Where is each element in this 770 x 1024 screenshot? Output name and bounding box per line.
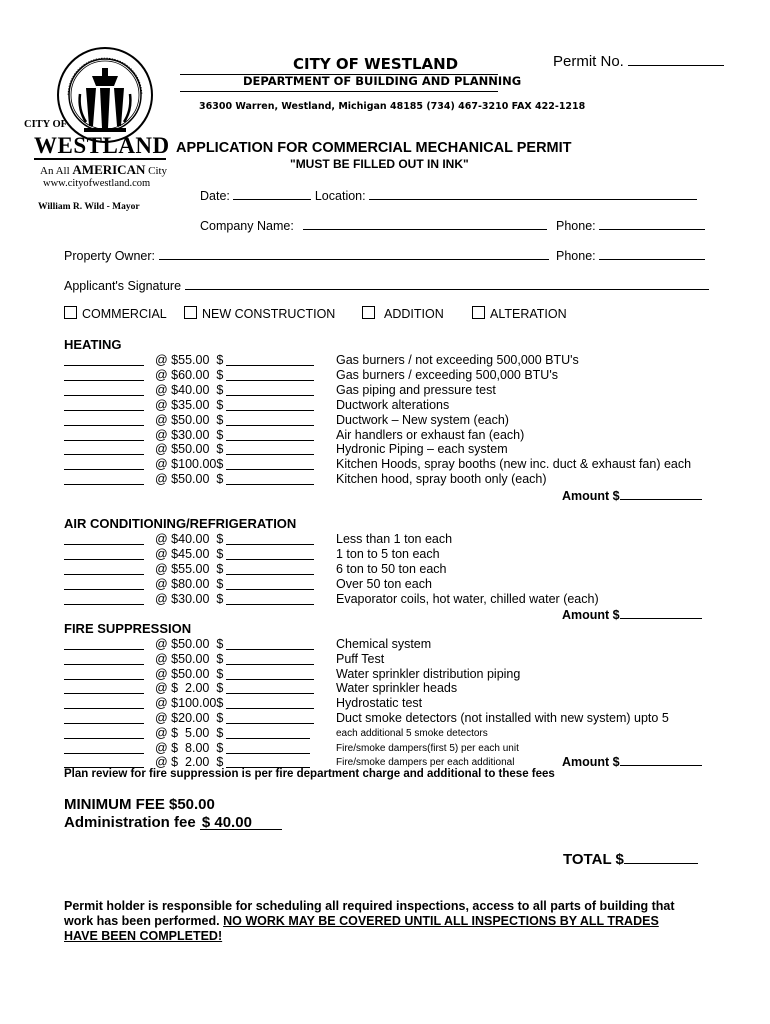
fire-row-amount-field[interactable] xyxy=(226,754,310,768)
fire-item-description: Puff Test xyxy=(336,651,385,666)
heating-row-amount-field[interactable] xyxy=(226,471,314,485)
heating-fee-rate: @ $30.00 $ xyxy=(155,427,224,442)
new-construction-checkbox[interactable] xyxy=(184,306,197,319)
owner-phone-row xyxy=(556,247,705,263)
fire-fee-rate: @ $ 2.00 $ xyxy=(155,681,224,696)
ac-fee-rate: @ $40.00 $ xyxy=(155,532,224,546)
heating-fee-rate: @ $35.00 $ xyxy=(155,397,224,412)
ac-qty-field[interactable] xyxy=(64,591,144,605)
ac-row-amount-field[interactable] xyxy=(226,531,314,545)
notice-line-1: Permit holder is responsible for scheduling all required inspections, access to all parts of building that xyxy=(64,899,675,913)
signature-row xyxy=(64,277,709,293)
form-title: APPLICATION FOR COMMERCIAL MECHANICAL PERMIT xyxy=(176,140,572,156)
signature-label: Applicant's Signature xyxy=(64,279,182,293)
ac-fee-rate: @ $45.00 $ xyxy=(155,546,224,561)
fire-item-description: each additional 5 smoke detectors xyxy=(336,727,488,739)
fire-qty-field[interactable] xyxy=(64,695,144,709)
heating-row-amount-field[interactable] xyxy=(226,352,314,366)
fire-qty-field[interactable] xyxy=(64,740,144,754)
heating-fee-rate: @ $55.00 $ xyxy=(155,353,224,367)
heating-item-description: Ductwork – New system (each) xyxy=(336,412,509,427)
fire-fee-rate: @ $50.00 $ xyxy=(155,666,224,681)
type-new-construction[interactable] xyxy=(184,306,335,321)
fire-qty-field[interactable] xyxy=(64,710,144,724)
heating-item-description: Hydronic Piping – each system xyxy=(336,442,508,457)
fire-row-amount-field[interactable] xyxy=(226,651,314,665)
permit-no xyxy=(553,53,724,70)
ac-row-amount-field[interactable] xyxy=(226,546,314,560)
ac-fee-rate: @ $80.00 $ xyxy=(155,576,224,591)
heating-item-description: Kitchen Hoods, spray booths (new inc. duct & exhaust fan) each xyxy=(336,457,692,472)
owner-field[interactable] xyxy=(159,247,549,260)
minimum-fee: MINIMUM FEE $50.00 xyxy=(64,796,215,813)
date-field[interactable] xyxy=(233,187,311,200)
heating-row-amount-field[interactable] xyxy=(226,441,314,455)
fire-qty-field[interactable] xyxy=(64,725,144,739)
heating-item-description: Ductwork alterations xyxy=(336,397,450,412)
logo-mayor: William R. Wild - Mayor xyxy=(38,202,140,212)
heating-qty-field[interactable] xyxy=(64,397,144,411)
fire-fee-rate: @ $50.00 $ xyxy=(155,651,224,666)
heating-item-description: Kitchen hood, spray booth only (each) xyxy=(336,472,547,487)
heating-item-description: Air handlers or exhaust fan (each) xyxy=(336,427,525,442)
ac-fee-rate: @ $55.00 $ xyxy=(155,561,224,576)
fire-fee-rate: @ $100.00$ xyxy=(155,696,224,711)
form-subtitle: "MUST BE FILLED OUT IN INK" xyxy=(290,157,469,171)
fire-fee-rate: @ $50.00 $ xyxy=(155,637,224,651)
fire-amount xyxy=(562,753,702,769)
notice-plain: work has been performed. xyxy=(64,914,220,928)
company-phone-label: Phone: xyxy=(556,219,596,233)
ac-qty-field[interactable] xyxy=(64,561,144,575)
owner-phone-field[interactable] xyxy=(599,247,705,260)
heating-qty-field[interactable] xyxy=(64,441,144,455)
logo-city-of: CITY OF xyxy=(24,119,68,130)
admin-fee-label: Administration fee xyxy=(64,814,196,831)
ac-row-amount-field[interactable] xyxy=(226,576,314,590)
fire-item-description: Hydrostatic test xyxy=(336,696,423,711)
header-rule-2 xyxy=(180,91,498,92)
heating-item-description: Gas burners / exceeding 500,000 BTU's xyxy=(336,367,558,382)
ac-row-amount-field[interactable] xyxy=(226,561,314,575)
header-address: 36300 Warren, Westland, Michigan 48185 (734) 467-3210 FAX 422-1218 xyxy=(199,101,586,112)
fire-item-description: Duct smoke detectors (not installed with new system) upto 5 xyxy=(336,711,669,725)
commercial-label: COMMERCIAL xyxy=(82,307,167,321)
fire-qty-field[interactable] xyxy=(64,636,144,650)
heating-qty-field[interactable] xyxy=(64,427,144,441)
heating-qty-field[interactable] xyxy=(64,456,144,470)
signature-field[interactable] xyxy=(185,277,709,290)
heating-amount xyxy=(562,487,702,503)
header-city: CITY OF WESTLAND xyxy=(293,55,459,73)
total-field[interactable] xyxy=(624,848,698,864)
fire-note: Plan review for fire suppression is per fire department charge and additional to these fees xyxy=(64,768,555,780)
heating-amount-field[interactable] xyxy=(620,487,702,500)
heating-qty-field[interactable] xyxy=(64,471,144,485)
ac-qty-field[interactable] xyxy=(64,576,144,590)
ac-item-description: 6 ton to 50 ton each xyxy=(336,561,447,576)
logo-website: www.cityofwestland.com xyxy=(43,178,151,189)
company-row xyxy=(200,217,547,233)
new-construction-label: NEW CONSTRUCTION xyxy=(202,307,336,321)
heating-row-amount-field[interactable] xyxy=(226,382,314,396)
alteration-checkbox[interactable] xyxy=(472,306,485,319)
company-label: Company Name: xyxy=(200,219,294,233)
heating-row-amount-field[interactable] xyxy=(226,412,314,426)
company-phone-row xyxy=(556,217,705,233)
location-label: Location: xyxy=(314,189,366,203)
company-field[interactable] xyxy=(303,217,547,230)
type-addition[interactable] xyxy=(362,306,444,321)
ac-item-description: 1 ton to 5 ton each xyxy=(336,546,440,561)
tagline-american: AMERICAN xyxy=(72,162,146,177)
heating-row-amount-field[interactable] xyxy=(226,427,314,441)
notice-line-3: HAVE BEEN COMPLETED! xyxy=(64,929,223,943)
permit-no-field[interactable] xyxy=(628,53,724,66)
seal-graphic xyxy=(56,46,154,144)
owner-phone-label: Phone: xyxy=(556,249,596,263)
date-row xyxy=(200,187,697,203)
fire-row-amount-field[interactable] xyxy=(226,680,314,694)
heating-qty-field[interactable] xyxy=(64,382,144,396)
heating-item-description: Gas piping and pressure test xyxy=(336,382,496,397)
ac-amount-field[interactable] xyxy=(620,606,702,619)
logo-tagline xyxy=(40,162,167,178)
permit-no-label: Permit No. xyxy=(553,53,624,70)
heating-fee-rate: @ $50.00 $ xyxy=(155,442,224,457)
alteration-label: ALTERATION xyxy=(490,307,567,321)
heating-fee-rate: @ $50.00 $ xyxy=(155,472,224,487)
fire-item-description: Chemical system xyxy=(336,637,432,651)
ac-amount xyxy=(562,606,702,622)
fire-qty-field[interactable] xyxy=(64,666,144,680)
total-row xyxy=(563,848,698,868)
type-commercial[interactable] xyxy=(64,306,167,321)
heating-qty-field[interactable] xyxy=(64,412,144,426)
admin-fee-field[interactable] xyxy=(200,814,282,830)
total-label: TOTAL $ xyxy=(563,851,624,868)
fire-item-description: Fire/smoke dampers per each additional xyxy=(336,757,515,769)
heating-item-description: Gas burners / not exceeding 500,000 BTU's xyxy=(336,353,579,367)
admin-fee xyxy=(64,814,282,831)
fire-row-amount-field[interactable] xyxy=(226,710,314,724)
ac-qty-field[interactable] xyxy=(64,546,144,560)
owner-label: Property Owner: xyxy=(64,249,156,263)
fire-fee-rate: @ $ 2.00 $ xyxy=(155,755,224,770)
owner-row xyxy=(64,247,549,263)
tagline-suffix: City xyxy=(148,165,168,177)
fire-fee-rate: @ $ 5.00 $ xyxy=(155,725,224,740)
fire-item-description: Fire/smoke dampers(first 5) per each unit xyxy=(336,742,519,754)
admin-fee-value: $ 40.00 xyxy=(201,814,252,831)
heating-fee-rate: @ $100.00$ xyxy=(155,457,224,472)
heating-title: HEATING xyxy=(64,337,122,352)
notice-line-2 xyxy=(64,914,659,928)
addition-checkbox[interactable] xyxy=(362,306,375,319)
header-department: DEPARTMENT OF BUILDING AND PLANNING xyxy=(243,74,522,88)
date-label: Date: xyxy=(200,189,230,203)
ac-item-description: Over 50 ton each xyxy=(336,576,432,591)
heating-qty-field[interactable] xyxy=(64,367,144,381)
addition-label: ADDITION xyxy=(384,307,444,321)
fire-row-amount-field[interactable] xyxy=(226,695,314,709)
notice-warning: NO WORK MAY BE COVERED UNTIL ALL INSPECTIONS BY ALL TRADES xyxy=(223,914,659,928)
heating-row-amount-field[interactable] xyxy=(226,397,314,411)
fire-fee-rate: @ $ 8.00 $ xyxy=(155,740,224,755)
fire-row-amount-field[interactable] xyxy=(226,666,314,680)
logo-westland: WESTLAND xyxy=(34,133,170,158)
ac-title: AIR CONDITIONING/REFRIGERATION xyxy=(64,516,297,531)
type-alteration[interactable] xyxy=(472,306,567,321)
fire-row-amount-field[interactable] xyxy=(226,636,314,650)
ac-item-description: Evaporator coils, hot water, chilled water (each) xyxy=(336,591,599,606)
ac-qty-field[interactable] xyxy=(64,531,144,545)
fire-qty-field[interactable] xyxy=(64,754,144,768)
ac-item-description: Less than 1 ton each xyxy=(336,532,453,546)
ac-amount-label: Amount $ xyxy=(562,608,620,622)
location-field[interactable] xyxy=(369,187,697,200)
heating-qty-field[interactable] xyxy=(64,352,144,366)
fire-title: FIRE SUPPRESSION xyxy=(64,621,192,636)
ac-row-amount-field[interactable] xyxy=(226,591,314,605)
logo-rule xyxy=(34,158,166,160)
fire-row-amount-field[interactable] xyxy=(226,740,310,754)
heating-fee-rate: @ $40.00 $ xyxy=(155,382,224,397)
company-phone-field[interactable] xyxy=(599,217,705,230)
fire-qty-field[interactable] xyxy=(64,680,144,694)
fire-amount-label: Amount $ xyxy=(562,755,620,769)
fire-item-description: Water sprinkler heads xyxy=(336,681,458,696)
fire-row-amount-field[interactable] xyxy=(226,725,310,739)
fire-fee-rate: @ $20.00 $ xyxy=(155,711,224,725)
fire-item-description: Water sprinkler distribution piping xyxy=(336,666,521,681)
heating-row-amount-field[interactable] xyxy=(226,367,314,381)
heating-amount-label: Amount $ xyxy=(562,489,620,503)
ac-fee-rate: @ $30.00 $ xyxy=(155,591,224,606)
fire-amount-field[interactable] xyxy=(620,753,702,766)
heating-row-amount-field[interactable] xyxy=(226,456,314,470)
heating-fee-rate: @ $60.00 $ xyxy=(155,367,224,382)
city-seal xyxy=(56,46,154,144)
commercial-checkbox[interactable] xyxy=(64,306,77,319)
fire-qty-field[interactable] xyxy=(64,651,144,665)
tagline-prefix: An All xyxy=(40,165,70,177)
heating-fee-rate: @ $50.00 $ xyxy=(155,412,224,427)
